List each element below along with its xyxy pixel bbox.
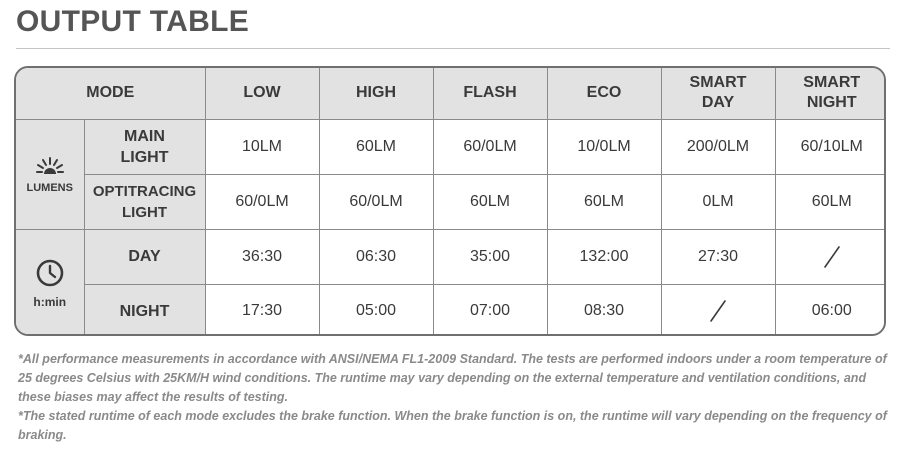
header-high: HIGH [319, 68, 433, 119]
cell-night-flash: 07:00 [433, 284, 547, 336]
cell-night-high: 05:00 [319, 284, 433, 336]
not-applicable-slash-icon [708, 299, 728, 323]
cell-day-smart-day: 27:30 [661, 229, 775, 284]
cell-opti-low: 60/0LM [205, 174, 319, 229]
header-mode: MODE [16, 68, 205, 119]
header-low: LOW [205, 68, 319, 119]
cell-main-smart-night: 60/10LM [775, 119, 886, 174]
cell-opti-smart-night: 60LM [775, 174, 886, 229]
cell-main-low: 10LM [205, 119, 319, 174]
table-row [16, 284, 886, 336]
light-burst-icon [35, 155, 65, 175]
lumens-group [16, 119, 84, 229]
cell-main-smart-day: 200/0LM [661, 119, 775, 174]
row-label-optitracing-light: OPTITRACING LIGHT [84, 174, 205, 229]
cell-opti-flash: 60LM [433, 174, 547, 229]
cell-opti-eco: 60LM [547, 174, 661, 229]
header-flash: FLASH [433, 68, 547, 119]
table-row [16, 229, 886, 284]
title-divider [16, 48, 890, 49]
footnotes [18, 350, 890, 445]
cell-opti-smart-day: 0LM [661, 174, 775, 229]
header-eco: ECO [547, 68, 661, 119]
row-label-night: NIGHT [84, 284, 205, 336]
output-table [14, 66, 886, 336]
cell-night-low: 17:30 [205, 284, 319, 336]
cell-night-eco: 08:30 [547, 284, 661, 336]
cell-main-high: 60LM [319, 119, 433, 174]
header-smart-day: SMART DAY [661, 68, 775, 119]
cell-night-smart-day [661, 284, 775, 336]
cell-day-smart-night [775, 229, 886, 284]
footnote-measurements: *All performance measurements in accordance with ANSI/NEMA FL1-2009 Standard. The tests are performed indoors under a room temperature of 25 degrees Celsius with 25KM/H wind conditions. The runtime may vary depending on the external temperature and ventilation conditions, and these biases may affect the results of testing. [18, 352, 887, 404]
runtime-group [16, 229, 84, 336]
clock-icon [35, 258, 65, 288]
header-smart-night: SMART NIGHT [775, 68, 886, 119]
row-label-main-light: MAIN LIGHT [84, 119, 205, 174]
cell-day-low: 36:30 [205, 229, 319, 284]
cell-opti-high: 60/0LM [319, 174, 433, 229]
cell-day-eco: 132:00 [547, 229, 661, 284]
cell-day-high: 06:30 [319, 229, 433, 284]
page-title: OUTPUT TABLE [16, 5, 250, 38]
cell-main-eco: 10/0LM [547, 119, 661, 174]
lumens-label: LUMENS [26, 181, 73, 194]
footnote-brake: *The stated runtime of each mode excludes the brake function. When the brake function is on, the runtime will vary depending on the frequency of braking. [18, 409, 887, 442]
table-row [16, 119, 886, 174]
table-header-row [16, 68, 886, 119]
cell-night-smart-night: 06:00 [775, 284, 886, 336]
cell-main-flash: 60/0LM [433, 119, 547, 174]
cell-day-flash: 35:00 [433, 229, 547, 284]
row-label-day: DAY [84, 229, 205, 284]
table-row [16, 174, 886, 229]
hmin-label: h:min [33, 295, 67, 309]
not-applicable-slash-icon [822, 245, 842, 269]
